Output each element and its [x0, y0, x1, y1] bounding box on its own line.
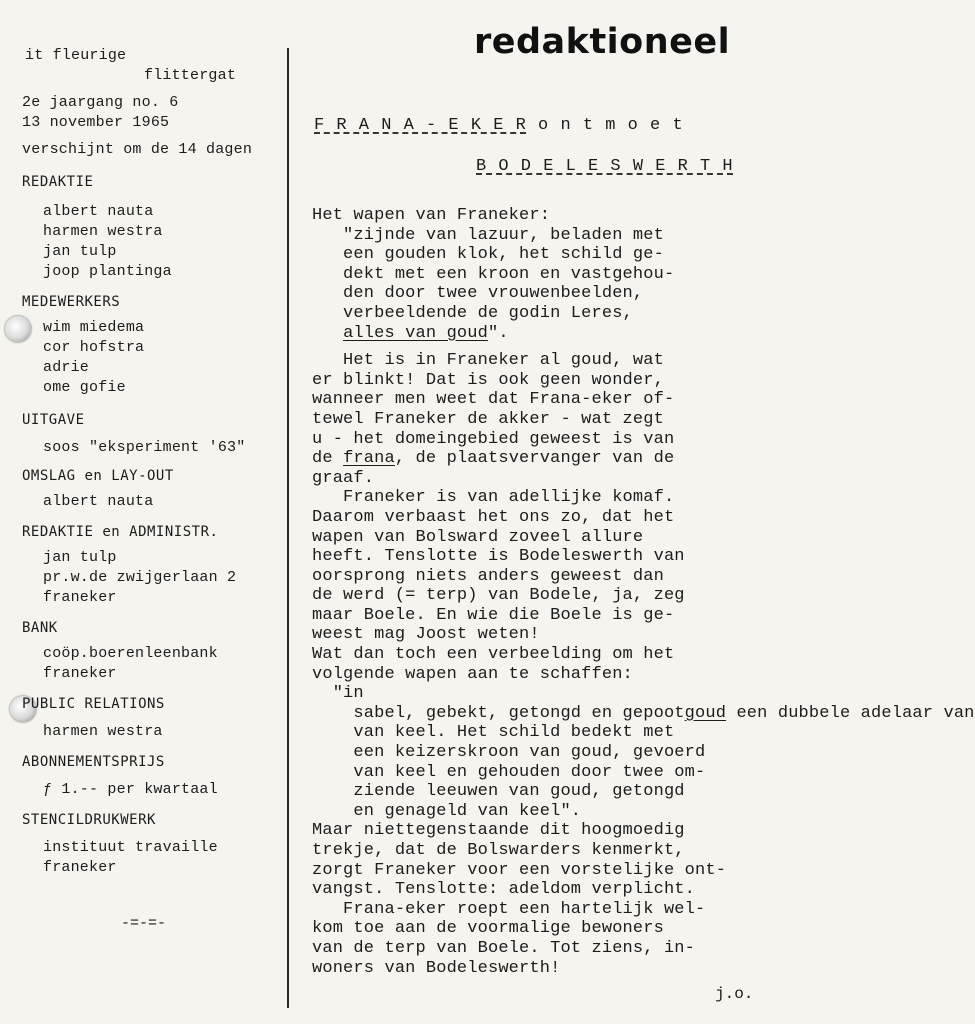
abonnement-item: ƒ 1.-- per kwartaal: [43, 781, 218, 798]
bank-item: coöp.boerenleenbank: [43, 645, 218, 662]
body-line: Maar niettegenstaande dit hoogmoedig: [312, 821, 685, 841]
pr-heading: PUBLIC RELATIONS: [22, 696, 165, 712]
abonnement-heading: ABONNEMENTSPRIJS: [22, 754, 165, 770]
body-line: Het is in Franeker al goud, wat: [312, 351, 664, 371]
line-start: de: [312, 449, 344, 469]
medewerkers-item: cor hofstra: [43, 339, 145, 356]
body-line: ziende leeuwen van goud, getongd: [312, 782, 685, 802]
issue-number: 2e jaargang no. 6: [22, 94, 179, 111]
body-line: [312, 703, 975, 724]
pr-item: harmen westra: [43, 723, 163, 740]
medewerkers-heading: MEDEWERKERS: [22, 294, 121, 310]
body-line: den door twee vrouwenbeelden,: [312, 284, 644, 304]
body-line: heeft. Tenslotte is Bodeleswerth van: [312, 547, 685, 567]
body-line: trekje, dat de Bolswarders kenmerkt,: [312, 841, 685, 860]
body-line: graaf.: [312, 468, 375, 488]
body-line: een keizerskroon van goud, gevoerd: [312, 743, 706, 763]
uitgave-item: soos "eksperiment '63": [43, 439, 246, 456]
frana-word: frana: [343, 449, 395, 469]
body-line: "in: [312, 684, 375, 704]
masthead-name-1: it fleurige: [25, 47, 127, 64]
quote-close: ".: [488, 323, 509, 343]
issue-date: 13 november 1965: [22, 114, 170, 131]
body-line: van keel en gehouden door twee om-: [312, 762, 706, 782]
masthead-name-2: flittergat: [144, 67, 237, 84]
indent: [312, 324, 343, 343]
body-line: van keel. Het schild bedekt met: [312, 723, 675, 743]
body-line: kom toe aan de voormalige bewoners: [312, 919, 664, 939]
body-line: er blinkt! Dat is ook geen wonder,: [312, 370, 664, 390]
body-line: maar Boele. En wie die Boele is ge-: [312, 605, 675, 625]
medewerkers-item: adrie: [43, 359, 90, 376]
uitgave-heading: UITGAVE: [22, 412, 85, 428]
column-divider: [287, 48, 289, 1008]
colophon-column: [22, 46, 277, 878]
redaktie-heading: REDAKTIE: [22, 174, 94, 190]
administratie-heading: REDAKTIE en ADMINISTR.: [22, 524, 219, 540]
body-line: woners van Bodeleswerth!: [312, 958, 561, 978]
stencil-item: franeker: [43, 859, 117, 876]
body-line: verbeeldende de godin Leres,: [312, 303, 633, 323]
administratie-item: jan tulp: [43, 549, 117, 566]
body-line: de werd (= terp) van Bodele, ja, zeg: [312, 586, 685, 606]
title-frana-eker: F R A N A - E K E R: [314, 116, 527, 135]
redaktie-item: joop plantinga: [43, 263, 172, 280]
redaktie-item: harmen westra: [43, 223, 163, 240]
administratie-item: franeker: [43, 589, 117, 606]
omslag-item: albert nauta: [43, 493, 154, 510]
body-line: Frana-eker roept een hartelijk wel-: [312, 899, 706, 919]
body-line: Franeker is van adellijke komaf.: [312, 488, 675, 508]
medewerkers-item: wim miedema: [43, 319, 145, 336]
redaktie-item: jan tulp: [43, 243, 117, 260]
administratie-item: pr.w.de zwijgerlaan 2: [43, 569, 237, 586]
body-line: dekt met een kroon en vastgehou-: [312, 264, 675, 284]
body-line: wanneer men weet dat Frana-eker of-: [312, 390, 675, 410]
article-title-line-1: [314, 116, 684, 135]
body-line: volgende wapen aan te schaffen:: [312, 664, 633, 684]
line-start: sabel, gebekt, getongd en gepoot: [312, 703, 685, 723]
end-mark: -=-=-: [121, 915, 167, 932]
body-line: [312, 449, 802, 469]
alles-van-goud: alles van goud: [343, 323, 488, 343]
section-logo: redaktioneel: [474, 22, 731, 62]
body-line: zorgt Franeker voor een vorstelijke ont-: [312, 860, 727, 880]
title-ontmoet: o n t m o e t: [526, 116, 684, 135]
body-line: oorsprong niets anders geweest dan: [312, 566, 664, 586]
stencil-item: instituut travaille: [43, 839, 218, 856]
bank-heading: BANK: [22, 620, 58, 636]
goud-word: goud: [684, 703, 727, 723]
author-signature: j.o.: [715, 985, 754, 1003]
medewerkers-item: ome gofie: [43, 379, 126, 396]
spacer: [312, 343, 802, 351]
body-line: wapen van Bolsward zoveel allure: [312, 527, 644, 547]
body-line: vangst. Tenslotte: adeldom verplicht.: [312, 880, 696, 900]
body-line: weest mag Joost weten!: [312, 625, 540, 645]
body-line: [312, 324, 802, 344]
frequency-note: verschijnt om de 14 dagen: [22, 141, 253, 158]
body-line: Daarom verbaast het ons zo, dat het: [312, 507, 675, 527]
bank-item: franeker: [43, 665, 117, 682]
line-rest: , de plaatsvervanger van de: [394, 449, 675, 469]
omslag-heading: OMSLAG en LAY-OUT: [22, 468, 174, 484]
body-line: tewel Franeker de akker - wat zegt: [312, 409, 664, 429]
stencil-heading: STENCILDRUKWERK: [22, 812, 156, 828]
body-line: Wat dan toch een verbeelding om het: [312, 645, 675, 665]
body-line: Het wapen van Franeker:: [312, 206, 551, 225]
body-line: en genageld van keel".: [312, 801, 582, 821]
title-bodeleswerth: B O D E L E S W E R T H: [476, 157, 734, 176]
body-line: u - het domeingebied geweest is van: [312, 429, 675, 449]
article-body: [312, 206, 975, 978]
line-rest: een dubbele adelaar van: [726, 703, 975, 723]
body-line: "zijnde van lazuur, beladen met: [312, 225, 664, 245]
body-line: van de terp van Boele. Tot ziens, in-: [312, 938, 696, 958]
redaktie-item: albert nauta: [43, 203, 154, 220]
body-line: een gouden klok, het schild ge-: [312, 245, 664, 265]
article-title-line-2: [476, 157, 734, 176]
